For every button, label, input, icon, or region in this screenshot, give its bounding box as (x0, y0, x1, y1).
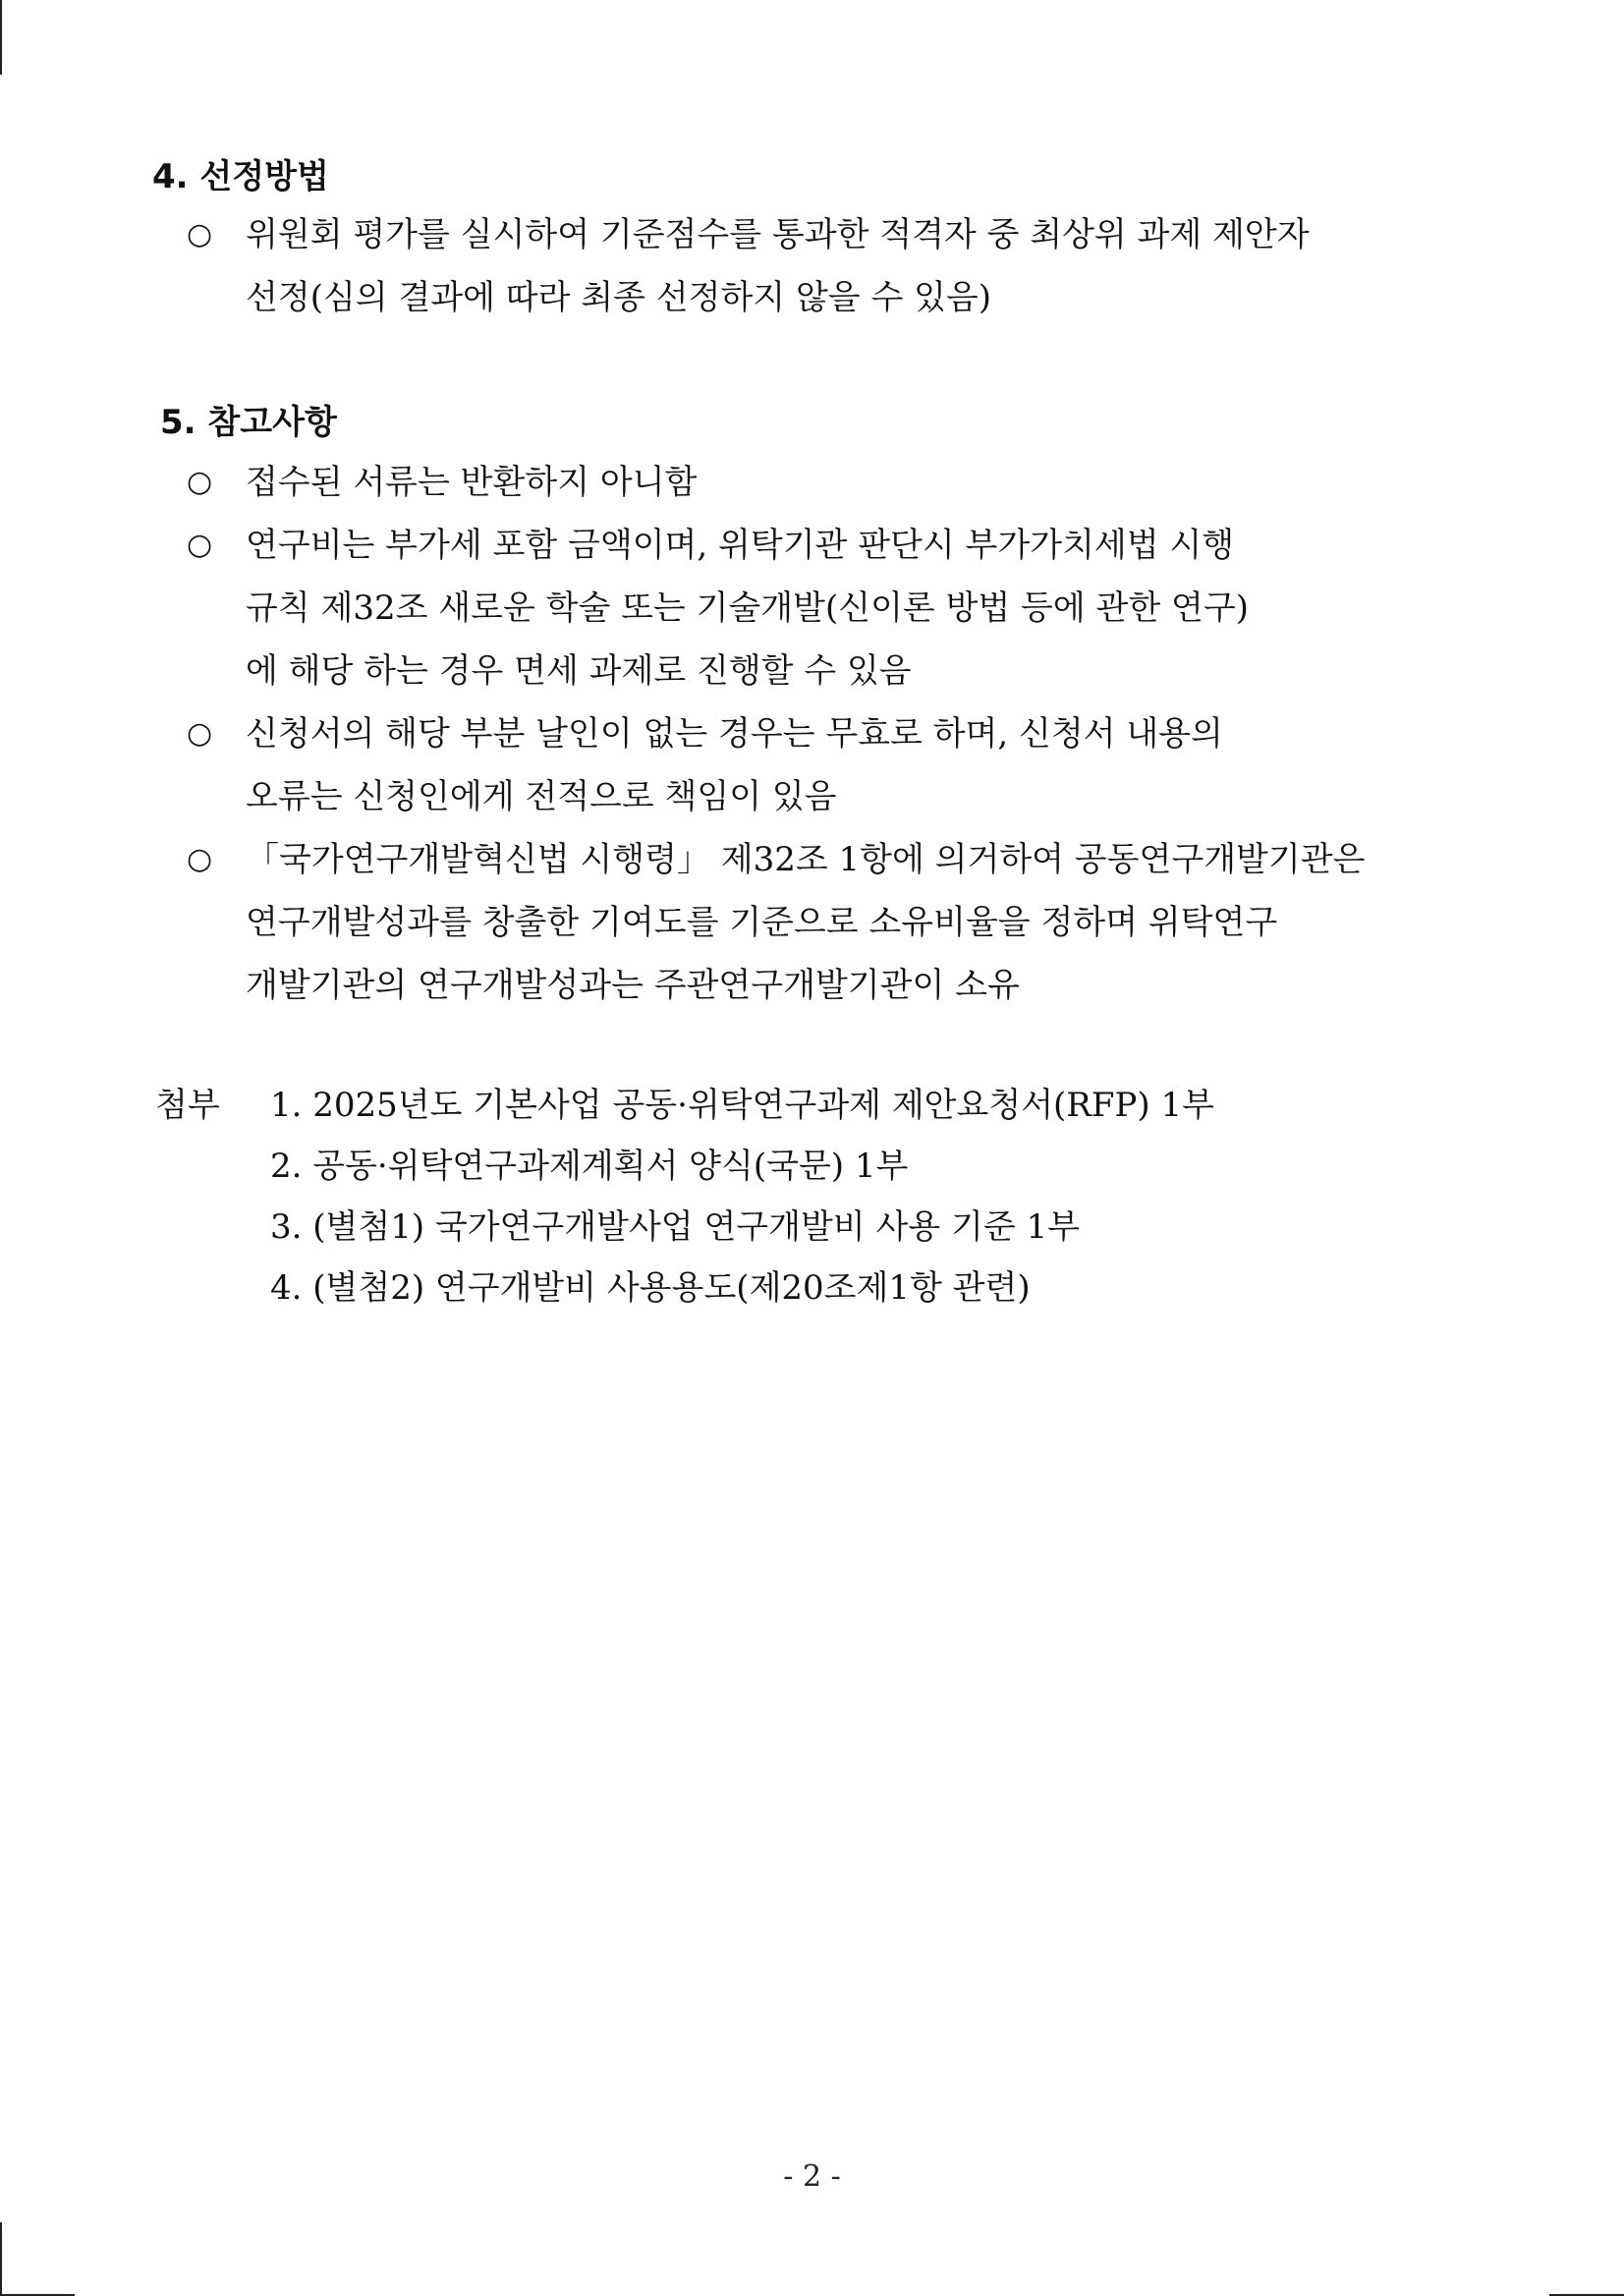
bullet-circle-icon: ○ (187, 716, 213, 751)
attachment-item: 2. 공동·위탁연구과제계획서 양식(국문) 1부 (270, 1147, 909, 1186)
attachment-item: 4. (별첨2) 연구개발비 사용용도(제20조제1항 관련) (270, 1268, 1031, 1308)
list-item (187, 702, 1474, 828)
bullet-text-line: 접수된 서류는 반환하지 아니함 (246, 463, 698, 502)
bullet-text-line: 위원회 평가를 실시하여 기준점수를 통과한 적격자 중 최상위 과제 제안자 (246, 215, 1310, 254)
list-item (187, 828, 1474, 1017)
list-item (187, 451, 1474, 514)
bullet-text-line: 신청서의 해당 부분 날인이 없는 경우는 무효로 하며, 신청서 내용의 (246, 714, 1223, 754)
attachment-item: 1. 2025년도 기본사업 공동·위탁연구과제 제안요청서(RFP) 1부 (270, 1086, 1214, 1125)
section-title-selection-method: 4. 선정방법 (152, 157, 329, 196)
bullet-text-line: 연구개발성과를 창출한 기여도를 기준으로 소유비율을 정하며 위탁연구 (246, 903, 1278, 942)
crop-mark-bottom-left-vertical (0, 2222, 2, 2296)
bullet-circle-icon: ○ (187, 528, 213, 562)
bullet-text-line: 개발기관의 연구개발성과는 주관연구개발기관이 소유 (246, 966, 1020, 1005)
bullet-circle-icon: ○ (187, 217, 213, 252)
bullet-text-line: 「국가연구개발혁신법 시행령」 제32조 1항에 의거하여 공동연구개발기관은 (246, 840, 1366, 879)
attachments-label: 첨부 (155, 1086, 220, 1125)
bullet-circle-icon: ○ (187, 465, 213, 499)
page-number: - 2 - (783, 2159, 841, 2194)
bullet-circle-icon: ○ (187, 842, 213, 876)
crop-mark-top-left (0, 0, 2, 75)
bullet-text-line: 규칙 제32조 새로운 학술 또는 기술개발(신이론 방법 등에 관한 연구) (246, 588, 1250, 628)
list-item (187, 514, 1474, 702)
bullet-text-line: 선정(심의 결과에 따라 최종 선정하지 않을 수 있음) (246, 278, 992, 317)
attachment-item: 3. (별첨1) 국가연구개발사업 연구개발비 사용 기준 1부 (270, 1207, 1080, 1247)
bullet-text-line: 오류는 신청인에게 전적으로 책임이 있음 (246, 777, 837, 816)
attachments-list (270, 1075, 1214, 1318)
section-title-notes: 5. 참고사항 (160, 403, 337, 442)
list-item (187, 203, 1474, 329)
bullet-text-line: 에 해당 하는 경우 면세 과제로 진행할 수 있음 (246, 651, 912, 691)
bullet-text-line: 연구비는 부가세 포함 금액이며, 위탁기관 판단시 부가가치세법 시행 (246, 526, 1235, 565)
